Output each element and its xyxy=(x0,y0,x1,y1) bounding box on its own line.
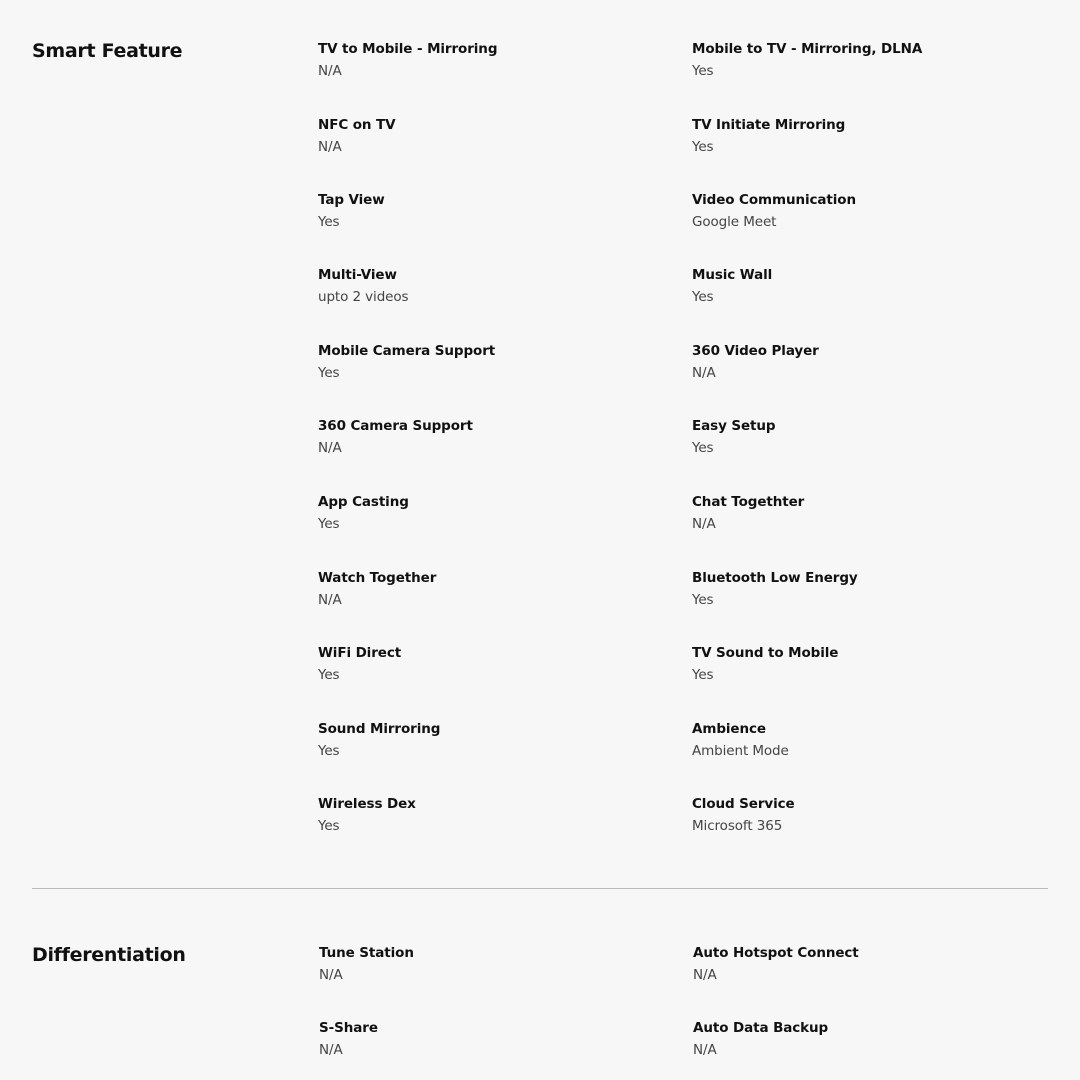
spec-label: Watch Together xyxy=(318,570,437,586)
spec-item xyxy=(692,493,1052,533)
spec-value: Yes xyxy=(318,365,340,381)
spec-item xyxy=(318,569,678,609)
spec-value: Yes xyxy=(692,63,714,79)
spec-item xyxy=(319,944,679,984)
spec-label: Auto Data Backup xyxy=(693,1020,829,1036)
spec-label: Cloud Service xyxy=(692,796,795,812)
section-title-differentiation: Differentiation xyxy=(32,944,186,966)
spec-item xyxy=(692,40,1052,80)
spec-label: S-Share xyxy=(319,1020,378,1036)
spec-value: N/A xyxy=(692,365,716,381)
spec-item xyxy=(318,795,678,835)
spec-item xyxy=(692,266,1052,306)
spec-label: Music Wall xyxy=(692,267,773,283)
spec-value: Google Meet xyxy=(692,214,777,230)
spec-value: Yes xyxy=(692,667,714,683)
spec-item xyxy=(318,493,678,533)
spec-value: Yes xyxy=(318,667,340,683)
spec-item xyxy=(692,116,1052,156)
spec-label: Chat Togethter xyxy=(692,494,805,510)
spec-value: Yes xyxy=(318,743,340,759)
spec-item xyxy=(318,342,678,382)
spec-label: Multi-View xyxy=(318,267,397,283)
spec-item xyxy=(692,795,1052,835)
spec-label: NFC on TV xyxy=(318,117,396,133)
spec-value: N/A xyxy=(318,139,342,155)
spec-value: Microsoft 365 xyxy=(692,818,783,834)
spec-label: Mobile to TV - Mirroring, DLNA xyxy=(692,41,923,57)
spec-value: N/A xyxy=(692,516,716,532)
spec-value: Yes xyxy=(692,139,714,155)
spec-label: 360 Camera Support xyxy=(318,418,473,434)
spec-item xyxy=(692,720,1052,760)
spec-value: Yes xyxy=(318,818,340,834)
spec-label: WiFi Direct xyxy=(318,645,402,661)
spec-value: N/A xyxy=(319,967,343,983)
spec-item xyxy=(318,720,678,760)
section-divider xyxy=(32,888,1048,889)
spec-item xyxy=(318,266,678,306)
spec-item xyxy=(318,644,678,684)
spec-item xyxy=(318,191,678,231)
spec-value: Yes xyxy=(692,592,714,608)
spec-item xyxy=(318,116,678,156)
spec-value: N/A xyxy=(319,1042,343,1058)
section-title-smart-feature: Smart Feature xyxy=(32,40,183,62)
spec-item xyxy=(692,342,1052,382)
spec-label: Auto Hotspot Connect xyxy=(693,945,859,961)
spec-label: TV Initiate Mirroring xyxy=(692,117,846,133)
spec-item xyxy=(319,1019,679,1059)
spec-item xyxy=(318,40,678,80)
spec-value: Yes xyxy=(692,440,714,456)
spec-value: upto 2 videos xyxy=(318,289,409,305)
spec-label: App Casting xyxy=(318,494,409,510)
spec-item xyxy=(692,644,1052,684)
spec-label: TV to Mobile - Mirroring xyxy=(318,41,498,57)
spec-item xyxy=(692,191,1052,231)
spec-label: Wireless Dex xyxy=(318,796,416,812)
spec-label: Easy Setup xyxy=(692,418,776,434)
spec-label: Video Communication xyxy=(692,192,856,208)
spec-value: N/A xyxy=(693,967,717,983)
spec-label: Tune Station xyxy=(319,945,414,961)
spec-value: N/A xyxy=(318,63,342,79)
spec-item xyxy=(318,417,678,457)
spec-item xyxy=(692,417,1052,457)
spec-label: Bluetooth Low Energy xyxy=(692,570,858,586)
spec-value: Ambient Mode xyxy=(692,743,789,759)
spec-label: TV Sound to Mobile xyxy=(692,645,839,661)
spec-value: N/A xyxy=(693,1042,717,1058)
spec-value: Yes xyxy=(318,214,340,230)
spec-value: N/A xyxy=(318,440,342,456)
spec-label: Sound Mirroring xyxy=(318,721,441,737)
spec-item xyxy=(693,944,1053,984)
spec-value: Yes xyxy=(318,516,340,532)
spec-label: 360 Video Player xyxy=(692,343,819,359)
spec-label: Ambience xyxy=(692,721,766,737)
spec-label: Mobile Camera Support xyxy=(318,343,496,359)
spec-value: N/A xyxy=(318,592,342,608)
spec-item xyxy=(693,1019,1053,1059)
spec-item xyxy=(692,569,1052,609)
spec-label: Tap View xyxy=(318,192,385,208)
spec-value: Yes xyxy=(692,289,714,305)
